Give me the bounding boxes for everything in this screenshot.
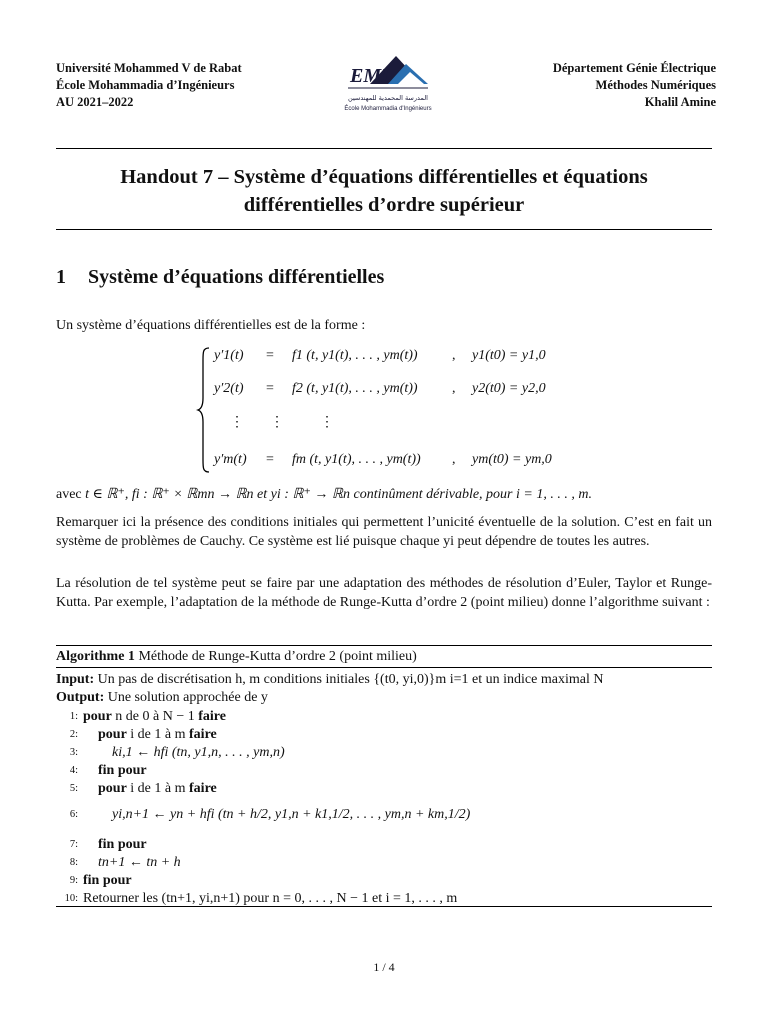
line-number: 5:: [69, 783, 78, 794]
row-rhs: fm (t, y1(t), . . . , ym(t)): [292, 452, 421, 467]
vertical-dots: ⋮: [230, 415, 244, 430]
department-name: Département Génie Électrique: [552, 61, 716, 75]
logo-text: EMI: [350, 65, 389, 87]
course-name: Méthodes Numériques: [595, 78, 716, 92]
resolution-paragraph: La résolution de tel système peut se faire par une adaptation des méthodes de résolution d’Euler, Taylor et Runge-Kutta. Par exemple, l’adaptation de la méthode de Runge-Kutta d’ordre 2 (point milieu) donne l’algorithme suivant :: [56, 576, 712, 610]
line-number: 1:: [69, 711, 78, 722]
algorithm-input: [56, 671, 603, 688]
vertical-dots: ⋮: [270, 415, 284, 430]
row-sep: ,: [452, 348, 456, 363]
left-brace: [196, 346, 212, 474]
line-text: pour i de 1 à m faire: [98, 727, 217, 742]
algorithm-caption: [56, 646, 712, 667]
line-text: yi,n+1 ← yn + hfi (tn + h/2, y1,n + k1,1/2, . . . , ym,n + km,1/2): [112, 807, 471, 822]
emi-logo: [336, 50, 436, 118]
section-title: Système d’équations différentielles: [88, 266, 385, 288]
algorithm-block: [56, 645, 712, 907]
line-number: 6:: [69, 809, 78, 820]
line-number: 2:: [69, 729, 78, 740]
line-number: 9:: [69, 875, 78, 886]
row-rhs: f2 (t, y1(t), . . . , ym(t)): [292, 381, 418, 396]
line-text: fin pour: [98, 763, 147, 778]
vertical-dots: ⋮: [320, 415, 334, 430]
line-text: Retourner les (tn+1, yi,n+1) pour n = 0, . . . , N − 1 et i = 1, . . . , m: [83, 891, 458, 906]
equation-system: [196, 340, 616, 480]
line-text: fin pour: [83, 873, 132, 888]
academic-year: AU 2021–2022: [56, 95, 134, 109]
algorithm-title: Méthode de Runge-Kutta d’ordre 2 (point milieu): [138, 649, 417, 664]
school-name: École Mohammadia d’Ingénieurs: [56, 78, 235, 92]
title-rule-top: [56, 148, 712, 149]
university-name: Université Mohammed V de Rabat: [56, 61, 242, 75]
document-title: [56, 163, 712, 219]
output-label: Output:: [56, 690, 105, 705]
domain-statement: t ∈ ℝ⁺, fi : ℝ⁺ × ℝmn → ℝn et yi : ℝ⁺ → ℝn continûment dérivable, pour i = 1, . . . , m.: [85, 487, 592, 502]
header-institution: [56, 60, 242, 111]
line-text: ki,1 ← hfi (tn, y1,n, . . . , ym,n): [112, 745, 285, 760]
algorithm-label: Algorithme 1: [56, 649, 135, 664]
intro-paragraph: Un système d’équations différentielles est de la forme :: [56, 318, 366, 333]
line-text: pour i de 1 à m faire: [98, 781, 217, 796]
logo-subtitle: École Mohammadia d'Ingénieurs: [344, 106, 432, 112]
row-eq: =: [266, 348, 274, 363]
row-initial-condition: y1(t0) = y1,0: [472, 348, 546, 363]
line-number: 3:: [69, 747, 78, 758]
title-line-2: différentielles d’ordre supérieur: [243, 194, 525, 216]
row-sep: ,: [452, 381, 456, 396]
algorithm-output: [56, 689, 268, 706]
input-label: Input:: [56, 672, 95, 687]
remark-paragraph: Remarquer ici la présence des conditions initiales qui permettent l’unicité éventuelle de la solution. C’est en fait un système de problèmes de Cauchy. Ce système est lié puisque chaque yi peut dépendre de toutes les autres.: [56, 515, 712, 549]
row-lhs: y′m(t): [214, 452, 247, 467]
header-course: [553, 60, 716, 111]
line-text: pour n de 0 à N − 1 faire: [83, 709, 226, 724]
row-initial-condition: y2(t0) = y2,0: [472, 381, 546, 396]
row-sep: ,: [452, 452, 456, 467]
row-rhs: f1 (t, y1(t), . . . , ym(t)): [292, 348, 418, 363]
line-number: 8:: [69, 857, 78, 868]
line-text: fin pour: [98, 837, 147, 852]
line-number: 10:: [64, 893, 78, 904]
avec-word: avec: [56, 487, 82, 502]
title-line-1: Handout 7 – Système d’équations différentielles et équations: [120, 166, 648, 188]
input-text: Un pas de discrétisation h, m conditions initiales {(t0, yi,0)}m i=1 et un indice maximal N: [97, 672, 604, 687]
section-number: 1: [56, 266, 66, 288]
line-number: 7:: [69, 839, 78, 850]
title-rule-bottom: [56, 229, 712, 230]
section-heading: [56, 266, 384, 289]
domain-paragraph: [56, 486, 712, 505]
line-text: tn+1 ← tn + h: [98, 855, 181, 870]
page-number: 1 / 4: [373, 960, 395, 974]
output-text: Une solution approchée de y: [107, 690, 268, 705]
line-number: 4:: [69, 765, 78, 776]
logo-arabic: المدرسة المحمدية للمهندسين: [348, 94, 428, 102]
row-lhs: y′1(t): [214, 348, 244, 363]
algorithm-body: [56, 668, 712, 906]
author-name: Khalil Amine: [644, 95, 716, 109]
row-eq: =: [266, 381, 274, 396]
row-lhs: y′2(t): [214, 381, 244, 396]
row-eq: =: [266, 452, 274, 467]
row-initial-condition: ym(t0) = ym,0: [472, 452, 552, 467]
